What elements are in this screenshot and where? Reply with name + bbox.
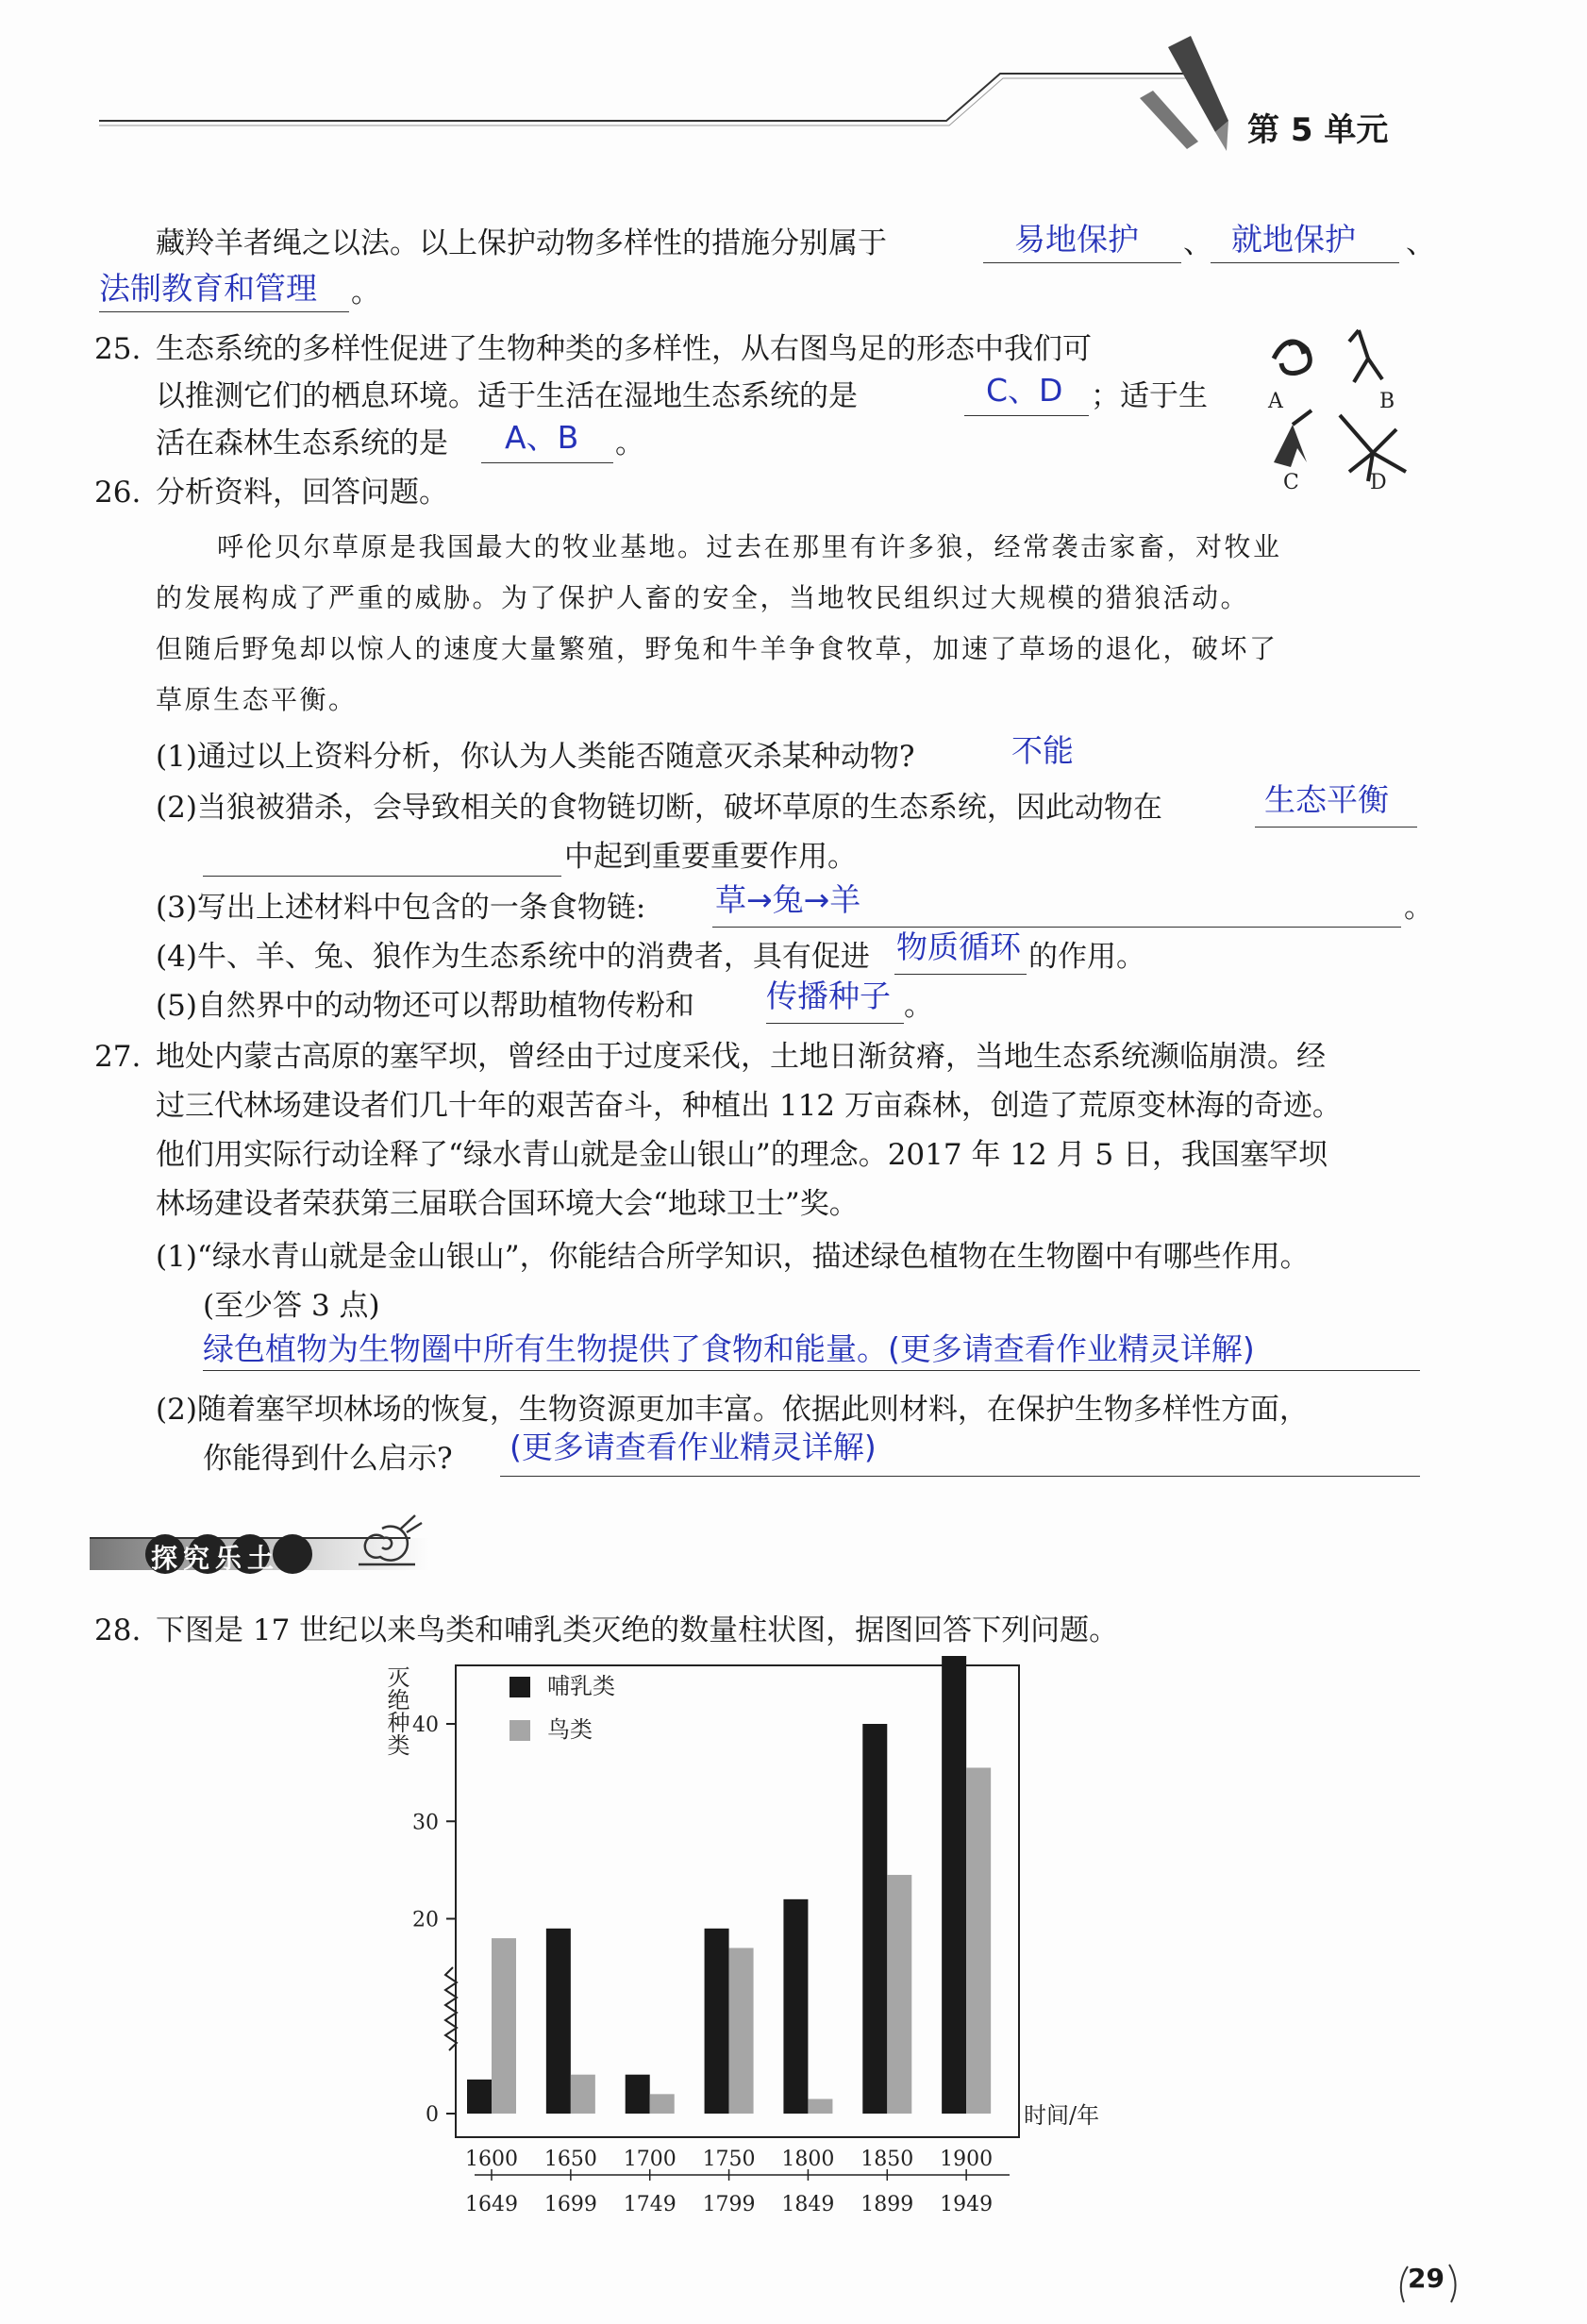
- q26-sub3: (3)写出上述材料中包含的一条食物链:: [156, 891, 646, 925]
- q27-sub2b: 你能得到什么启示?: [203, 1442, 453, 1476]
- legend-swatch-0: [510, 1677, 530, 1697]
- q24-blank-1: [983, 262, 1181, 263]
- q27-number: 27.: [94, 1040, 142, 1074]
- q26-sub2-blank-2: [203, 876, 561, 877]
- q27-sub1-blank: [203, 1370, 1420, 1371]
- x-tick-label-start: 1900: [940, 2148, 994, 2171]
- bar-mammal-1600: [467, 2080, 492, 2114]
- q25-line1: 生态系统的多样性促进了生物种类的多样性，从右图鸟足的形态中我们可: [156, 332, 1092, 366]
- q28-number: 28.: [94, 1613, 142, 1647]
- q26-sub1-answer: 不能: [1011, 732, 1074, 769]
- q26-title: 分析资料，回答问题。: [156, 476, 448, 510]
- figure-label-c: C: [1283, 471, 1299, 491]
- q26-sub2-blank: [1255, 827, 1417, 828]
- q25-answer-forest: A、B: [505, 419, 579, 456]
- bar-mammal-1700: [626, 2075, 650, 2114]
- q25-line3b: 。: [615, 426, 644, 460]
- q26-sub2a: (2)当狼被猎杀，会导致相关的食物链切断，破坏草原的生态系统，因此动物在: [156, 791, 1162, 825]
- q26-sub4a: (4)牛、羊、兔、狼作为生态系统中的消费者，具有促进: [156, 940, 870, 974]
- q25-line2b: ；适于生: [1091, 379, 1208, 413]
- q26-sub4-answer: 物质循环: [896, 928, 1021, 965]
- x-tick-label-start: 1800: [781, 2148, 835, 2171]
- x-axis-label: 时间/年: [1024, 2102, 1100, 2129]
- x-tick-label-start: 1850: [860, 2148, 914, 2171]
- q27-sub1-answer: 绿色植物为生物圈中所有生物提供了食物和能量。(更多请查看作业精灵详解): [203, 1330, 1255, 1367]
- q27-sub2a: (2)随着塞罕坝林场的恢复，生物资源更加丰富。依据此则材料，在保护生物多样性方面，: [156, 1393, 1309, 1427]
- q27-sub1-note: (至少答 3 点): [203, 1289, 380, 1323]
- figure-label-d: D: [1370, 471, 1387, 491]
- page-number-bracket: [1395, 2255, 1470, 2312]
- q26-sub4-blank: [894, 974, 1027, 975]
- x-tick-label-end: 1899: [860, 2193, 914, 2216]
- extinction-bar-chart: [359, 1656, 1189, 2232]
- x-tick-label-start: 1700: [623, 2148, 677, 2171]
- q25-number: 25.: [94, 332, 142, 366]
- q27-sub2-blank: [500, 1476, 1420, 1477]
- page-number: 29: [1408, 2263, 1445, 2294]
- q24-sep1: 、: [1183, 226, 1212, 260]
- x-tick-label-end: 1749: [623, 2193, 677, 2216]
- x-tick-label-end: 1849: [781, 2193, 835, 2216]
- bar-bird-1900: [966, 1767, 991, 2114]
- legend-swatch-1: [510, 1720, 530, 1741]
- q24-answer-3: 法制教育和管理: [99, 270, 317, 307]
- q24-sep2: 、: [1406, 226, 1435, 260]
- q26-passage-line-4: 草原生态平衡。: [156, 684, 358, 715]
- q26-sub3-blank: [712, 927, 1401, 928]
- q26-passage-line-2: 的发展构成了严重的威胁。为了保护人畜的安全，当地牧民组织过大规模的猎狼活动。: [156, 582, 1250, 613]
- q27-sub2-answer: (更多请查看作业精灵详解): [510, 1429, 877, 1465]
- figure-label-b: B: [1379, 390, 1395, 413]
- bar-bird-1700: [650, 2094, 675, 2114]
- bird-foot-b-icon: [1349, 330, 1382, 382]
- q24-blank-3: [99, 311, 349, 312]
- x-tick-label-end: 1649: [465, 2193, 518, 2216]
- q26-sub5-end: 。: [904, 989, 933, 1023]
- bar-mammal-1900: [942, 1656, 966, 2114]
- q24-line1: 藏羚羊者绳之以法。以上保护动物多样性的措施分别属于: [156, 226, 887, 260]
- q24-end: 。: [351, 276, 380, 309]
- legend-label-0: 哺乳类: [547, 1673, 615, 1699]
- q25-line3a: 活在森林生态系统的是: [156, 426, 448, 460]
- q24-blank-2: [1211, 262, 1399, 263]
- bird-foot-c-icon: [1274, 410, 1311, 467]
- bar-mammal-1800: [783, 1899, 808, 2114]
- q26-sub3-end: 。: [1404, 891, 1433, 925]
- q26-sub5: (5)自然界中的动物还可以帮助植物传粉和: [156, 989, 694, 1023]
- bar-mammal-1850: [862, 1724, 887, 2114]
- bar-mammal-1650: [546, 1929, 571, 2114]
- q26-sub1: (1)通过以上资料分析，你认为人类能否随意灭杀某种动物?: [156, 740, 915, 774]
- bar-bird-1600: [492, 1938, 516, 2114]
- x-tick-label-start: 1750: [702, 2148, 756, 2171]
- q25-blank-wetland: [964, 415, 1089, 416]
- legend-label-1: 鸟类: [547, 1716, 593, 1743]
- q26-sub3-answer: 草→兔→羊: [715, 881, 861, 918]
- bar-bird-1650: [571, 2075, 595, 2114]
- pencil-icon: [1140, 36, 1228, 151]
- q26-sub2b: 中起到重要重要作用。: [564, 840, 857, 874]
- q27-sub1: (1)“绿水青山就是金山银山”，你能结合所学知识，描述绿色植物在生物圈中有哪些作用。: [156, 1240, 1310, 1274]
- y-tick-label: 0: [426, 2103, 439, 2127]
- unit-title: 第 5 单元: [1247, 111, 1389, 149]
- q25-line2a: 以推测它们的栖息环境。适于生活在湿地生态系统的是: [156, 379, 858, 413]
- q27-passage-line-4: 林场建设者荣获第三届联合国环境大会“地球卫士”奖。: [156, 1187, 859, 1221]
- q26-sub5-answer: 传播种子: [766, 978, 891, 1014]
- q26-sub5-blank: [766, 1023, 904, 1024]
- q24-answer-2: 就地保护: [1231, 221, 1356, 258]
- q28-text: 下图是 17 世纪以来鸟类和哺乳类灭绝的数量柱状图，据图回答下列问题。: [156, 1613, 1119, 1647]
- q27-passage-line-1: 地处内蒙古高原的塞罕坝，曾经由于过度采伐，土地日渐贫瘠，当地生态系统濒临崩溃。经: [156, 1040, 1326, 1074]
- bar-bird-1750: [729, 1948, 754, 2114]
- bar-mammal-1750: [705, 1929, 729, 2114]
- x-tick-label-start: 1650: [543, 2148, 597, 2171]
- section-banner-text: 探究乐土: [151, 1543, 280, 1574]
- y-axis-label: 灭绝种类: [383, 1665, 409, 1756]
- bird-foot-a-icon: [1274, 342, 1310, 374]
- bar-bird-1850: [887, 1875, 911, 2114]
- q26-sub4b: 的作用。: [1028, 940, 1145, 974]
- q26-sub2-answer: 生态平衡: [1264, 781, 1389, 818]
- x-tick-label-end: 1799: [702, 2193, 756, 2216]
- q26-number: 26.: [94, 476, 142, 510]
- bar-bird-1800: [808, 2099, 832, 2114]
- q26-passage-line-1: 呼伦贝尔草原是我国最大的牧业基地。过去在那里有许多狼，经常袭击家畜，对牧业: [217, 531, 1282, 562]
- y-tick-label: 30: [412, 1811, 439, 1835]
- y-tick-label: 20: [412, 1908, 439, 1932]
- q27-passage-line-3: 他们用实际行动诠释了“绿水青山就是金山银山”的理念。2017 年 12 月 5 日，我国塞罕坝: [156, 1138, 1328, 1172]
- q26-passage-line-3: 但随后野兔却以惊人的速度大量繁殖，野兔和牛羊争食牧草，加速了草场的退化，破坏了: [156, 633, 1278, 664]
- bird-feet-figure: [1255, 321, 1425, 491]
- figure-label-a: A: [1268, 390, 1283, 413]
- y-tick-label: 40: [412, 1714, 439, 1737]
- x-tick-label-end: 1699: [543, 2193, 597, 2216]
- x-tick-label-start: 1600: [465, 2148, 518, 2171]
- x-tick-label-end: 1949: [940, 2193, 994, 2216]
- q24-answer-1: 易地保护: [1014, 221, 1139, 258]
- q25-blank-forest: [481, 462, 613, 463]
- q27-passage-line-2: 过三代林场建设者们几十年的艰苦奋斗，种植出 112 万亩森林，创造了荒原变林海的奇迹。: [156, 1089, 1342, 1123]
- q25-answer-wetland: C、D: [986, 372, 1063, 409]
